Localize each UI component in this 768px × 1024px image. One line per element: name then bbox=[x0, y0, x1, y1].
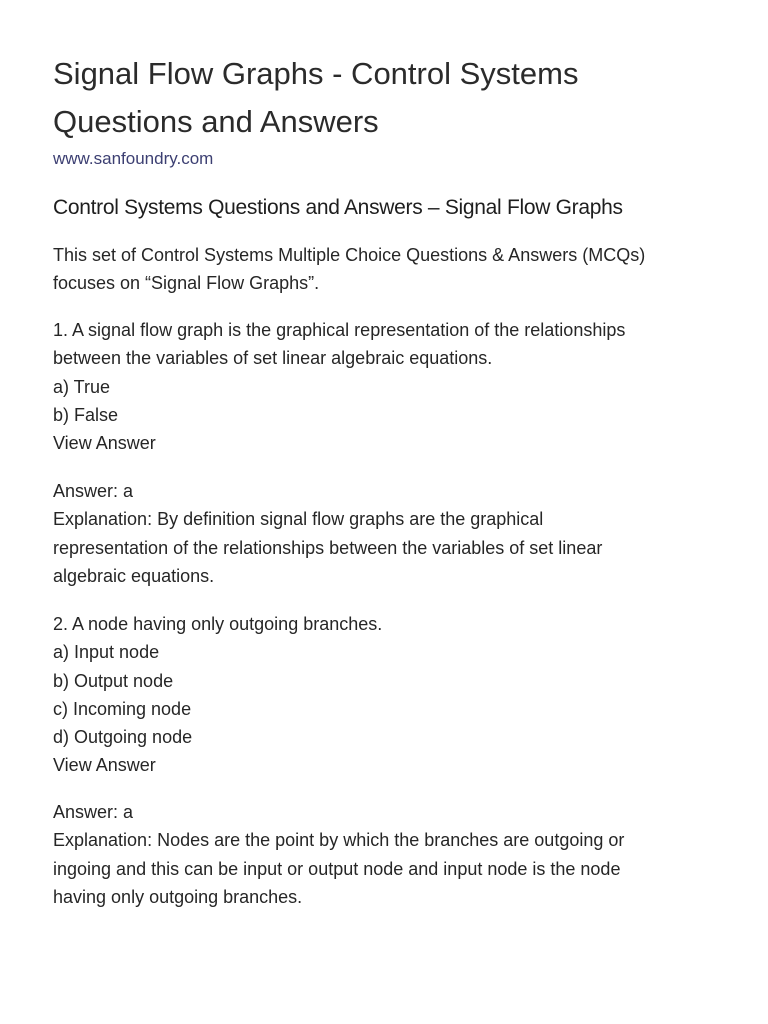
question-1 bbox=[53, 316, 625, 457]
question-2 bbox=[53, 610, 382, 780]
explanation-line: Explanation: By definition signal flow graphs are the graphical bbox=[53, 509, 544, 530]
option-d: d) Outgoing node bbox=[53, 727, 193, 748]
question-text: between the variables of set linear algebraic equations. bbox=[53, 348, 493, 369]
explanation-line: algebraic equations. bbox=[53, 565, 215, 586]
answer-label: Answer: a bbox=[53, 802, 134, 822]
option-b: b) Output node bbox=[53, 670, 174, 691]
view-answer-link[interactable]: View Answer bbox=[53, 755, 156, 776]
answer-2 bbox=[53, 798, 624, 911]
title-line: Questions and Answers bbox=[53, 104, 379, 139]
text-line: This set of Control Systems Multiple Choice Questions & Answers (MCQs) bbox=[53, 245, 646, 265]
option-b: b) False bbox=[53, 404, 119, 425]
section-heading: Control Systems Questions and Answers – Signal Flow Graphs bbox=[53, 196, 623, 219]
source-link[interactable]: www.sanfoundry.com bbox=[53, 149, 214, 168]
option-a: a) Input node bbox=[53, 642, 160, 663]
answer-label: Answer: a bbox=[53, 481, 134, 501]
document-title bbox=[53, 50, 578, 146]
explanation-line: having only outgoing branches. bbox=[53, 886, 303, 907]
title-line: Signal Flow Graphs - Control Systems bbox=[53, 56, 579, 91]
view-answer-link[interactable]: View Answer bbox=[53, 433, 156, 454]
answer-1 bbox=[53, 477, 602, 590]
text-line: focuses on “Signal Flow Graphs”. bbox=[53, 273, 320, 294]
explanation-line: Explanation: Nodes are the point by which the branches are outgoing or bbox=[53, 830, 625, 851]
intro-paragraph bbox=[53, 241, 645, 298]
question-text: 2. A node having only outgoing branches. bbox=[53, 614, 383, 634]
option-c: c) Incoming node bbox=[53, 698, 192, 719]
question-text: 1. A signal flow graph is the graphical representation of the relationships bbox=[53, 320, 626, 340]
option-a: a) True bbox=[53, 376, 111, 397]
explanation-line: representation of the relationships between the variables of set linear bbox=[53, 537, 603, 558]
explanation-line: ingoing and this can be input or output node and input node is the node bbox=[53, 858, 621, 879]
